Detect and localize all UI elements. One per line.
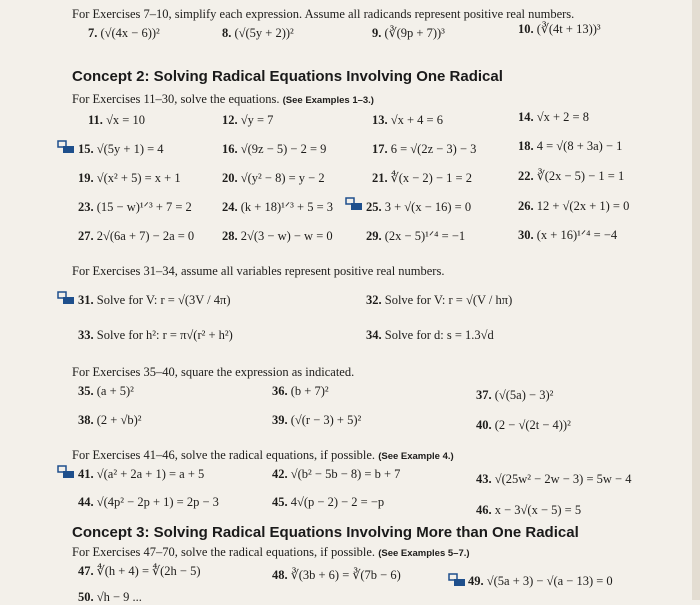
video-tutorial-icon[interactable] [57, 465, 75, 479]
exercise-8: 8. (√(5y + 2))² [222, 26, 294, 40]
exercise-26: 26. 12 + √(2x + 1) = 0 [518, 199, 630, 213]
exercise-16: 16. √(9z − 5) − 2 = 9 [222, 142, 327, 156]
video-tutorial-icon[interactable] [345, 197, 363, 211]
exercise-21: 21. ∜(x − 2) − 1 = 2 [372, 171, 472, 185]
exercise-37: 37. (√(5a) − 3)² [476, 388, 554, 402]
exercise-10: 10. (∛(4t + 13))³ [518, 22, 601, 36]
exercise-43: 43. √(25w² − 2w − 3) = 5w − 4 [476, 472, 632, 486]
exercise-7: 7. (√(4x − 6))² [88, 26, 160, 40]
exercise-34: 34. Solve for d: s = 1.3√d [366, 328, 494, 342]
exercise-40: 40. (2 − √(2t − 4))² [476, 418, 571, 432]
exercise-20: 20. √(y² − 8) = y − 2 [222, 171, 325, 185]
exercise-32: 32. Solve for V: r = √(V / hπ) [366, 293, 513, 307]
exercise-30: 30. (x + 16)¹ᐟ⁴ = −4 [518, 228, 618, 242]
exercise-29: 29. (2x − 5)¹ᐟ⁴ = −1 [366, 229, 466, 243]
exercise-31: 31. Solve for V: r = √(3V / 4π) [78, 293, 231, 307]
exercise-17: 17. 6 = √(2z − 3) − 3 [372, 142, 477, 156]
exercise-24: 24. (k + 18)¹ᐟ³ + 5 = 3 [222, 200, 334, 214]
exercise-38: 38. (2 + √b)² [78, 413, 142, 427]
page-edge-shadow [692, 0, 700, 600]
video-tutorial-icon[interactable] [57, 291, 75, 305]
exercise-23: 23. (15 − w)¹ᐟ³ + 7 = 2 [78, 200, 192, 214]
intro-41-46: For Exercises 41–46, solve the radical equations, if possible. (See Example 4.) [72, 448, 454, 462]
concept-2-instructions: For Exercises 11–30, solve the equations. (See Examples 1–3.) [72, 92, 374, 106]
exercise-47: 47. ∜(h + 4) = ∜(2h − 5) [78, 564, 201, 578]
exercise-9: 9. (∛(9p + 7))³ [372, 26, 445, 40]
exercise-25: 25. 3 + √(x − 16) = 0 [366, 200, 472, 214]
exercise-11: 11. √x = 10 [88, 113, 145, 127]
exercise-46: 46. x − 3√(x − 5) = 5 [476, 503, 582, 517]
exercise-14: 14. √x + 2 = 8 [518, 110, 589, 124]
exercise-19: 19. √(x² + 5) = x + 1 [78, 171, 181, 185]
exercise-18: 18. 4 = √(8 + 3a) − 1 [518, 139, 623, 153]
exercise-28: 28. 2√(3 − w) − w = 0 [222, 229, 333, 243]
concept-3-title: Concept 3: Solving Radical Equations Involving More than One Radical [72, 524, 579, 541]
exercise-48: 48. ∛(3b + 6) = ∛(7b − 6) [272, 568, 401, 582]
video-tutorial-icon[interactable] [448, 573, 466, 587]
exercise-15: 15. √(5y + 1) = 4 [78, 142, 164, 156]
exercise-49: 49. √(5a + 3) − √(a − 13) = 0 [468, 574, 613, 588]
exercise-22: 22. ∛(2x − 5) − 1 = 1 [518, 169, 625, 183]
exercise-13: 13. √x + 4 = 6 [372, 113, 443, 127]
exercise-42: 42. √(b² − 5b − 8) = b + 7 [272, 467, 401, 481]
concept-2-title: Concept 2: Solving Radical Equations Involving One Radical [72, 68, 503, 85]
intro-7-10: For Exercises 7–10, simplify each expression. Assume all radicands represent positive real numbers. [72, 7, 575, 21]
exercise-50-partial: 50. √h − 9 ... [78, 590, 142, 604]
exercise-33: 33. Solve for h²: r = π√(r² + h²) [78, 328, 233, 342]
exercise-45: 45. 4√(p − 2) − 2 = −p [272, 495, 385, 509]
intro-35-40: For Exercises 35–40, square the expression as indicated. [72, 365, 355, 379]
exercise-39: 39. (√(r − 3) + 5)² [272, 413, 362, 427]
exercise-36: 36. (b + 7)² [272, 384, 329, 398]
video-tutorial-icon[interactable] [57, 140, 75, 154]
exercise-27: 27. 2√(6a + 7) − 2a = 0 [78, 229, 195, 243]
exercise-12: 12. √y = 7 [222, 113, 274, 127]
concept-3-instructions: For Exercises 47–70, solve the radical equations, if possible. (See Examples 5–7.) [72, 545, 470, 559]
exercise-41: 41. √(a² + 2a + 1) = a + 5 [78, 467, 205, 481]
exercise-44: 44. √(4p² − 2p + 1) = 2p − 3 [78, 495, 219, 509]
intro-31-34: For Exercises 31–34, assume all variables represent positive real numbers. [72, 264, 445, 278]
exercise-35: 35. (a + 5)² [78, 384, 134, 398]
